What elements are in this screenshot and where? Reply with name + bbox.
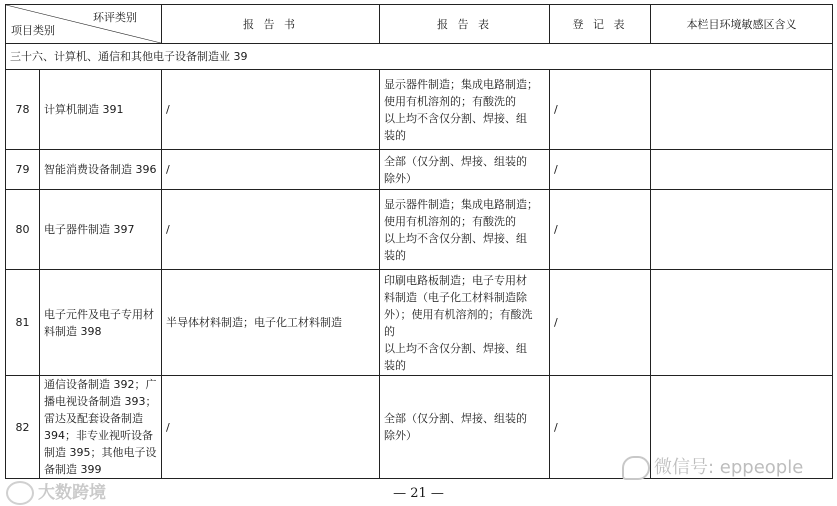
text-line: 装的 — [384, 128, 406, 142]
header-row — [6, 5, 833, 44]
report-book-cell: / — [162, 190, 380, 270]
table-row — [6, 270, 833, 376]
row-number: 78 — [6, 70, 40, 150]
register-form-cell: / — [550, 376, 651, 479]
diagonal-header-cell — [6, 5, 162, 44]
wechat-id: 微信号: eppeople — [654, 457, 804, 478]
category-top-label: 环评类别 — [93, 11, 137, 24]
eia-classification-table — [5, 4, 833, 479]
col-report-form: 报 告 表 — [380, 5, 550, 44]
report-book-cell: 半导体材料制造；电子化工材料制造 — [162, 270, 380, 376]
text-line: 印刷电路板制造；电子专用材 — [384, 273, 527, 287]
section-title: 三十六、计算机、通信和其他电子设备制造业 39 — [6, 44, 833, 70]
text-line: 显示器件制造；集成电路制造； — [384, 77, 538, 91]
register-form-cell: / — [550, 190, 651, 270]
text-line: 装的 — [384, 358, 406, 372]
text-line: 全部（仅分割、焊接、组装的 — [384, 412, 527, 425]
col-sensitive: 本栏目环境敏感区含义 — [651, 5, 833, 44]
report-form-cell — [380, 70, 550, 150]
row-number: 82 — [6, 376, 40, 479]
sensitive-cell — [651, 270, 833, 376]
text-line: 使用有机溶剂的；有酸洗的 — [384, 214, 516, 228]
table-row — [6, 70, 833, 150]
text-line: 以上均不含仅分割、焊接、组 — [384, 341, 527, 355]
report-book-cell: / — [162, 70, 380, 150]
row-number: 81 — [6, 270, 40, 376]
text-line: 使用有机溶剂的；有酸洗的 — [384, 94, 516, 108]
row-number: 80 — [6, 190, 40, 270]
text-line: 外）；使用有机溶剂的；有酸洗 — [384, 307, 533, 321]
text-line: 以上均不含仅分割、焊接、组 — [384, 111, 527, 125]
item-cell: 电子元件及电子专用材料制造 398 — [40, 270, 162, 376]
text-line: 的 — [384, 324, 395, 338]
category-bottom-label: 项目类别 — [11, 24, 55, 37]
text-line: 以上均不含仅分割、焊接、组 — [384, 231, 527, 245]
wechat-watermark — [622, 453, 803, 480]
section-row — [6, 44, 833, 70]
brand-name: 大数跨境 — [38, 483, 106, 503]
col-register-form: 登 记 表 — [550, 5, 651, 44]
wechat-icon — [622, 456, 650, 480]
text-line: 除外） — [384, 429, 417, 442]
text-line: 显示器件制造；集成电路制造； — [384, 197, 538, 211]
text-line: 除外） — [384, 171, 417, 185]
text-line: 装的 — [384, 248, 406, 262]
page-number: — 21 — — [393, 486, 444, 501]
col-report-book: 报 告 书 — [162, 5, 380, 44]
table-row — [6, 190, 833, 270]
report-form-cell — [380, 270, 550, 376]
register-form-cell: / — [550, 70, 651, 150]
report-book-cell: / — [162, 150, 380, 190]
sensitive-cell — [651, 190, 833, 270]
sensitive-cell — [651, 70, 833, 150]
report-book-cell: / — [162, 376, 380, 479]
row-number: 79 — [6, 150, 40, 190]
report-form-cell — [380, 150, 550, 190]
report-form-cell — [380, 376, 550, 479]
report-form-cell — [380, 190, 550, 270]
item-cell: 电子器件制造 397 — [40, 190, 162, 270]
text-line: 料制造（电子化工材料制造除 — [384, 290, 527, 304]
table-row — [6, 150, 833, 190]
item-cell: 计算机制造 391 — [40, 70, 162, 150]
register-form-cell: / — [550, 150, 651, 190]
item-cell: 智能消费设备制造 396 — [40, 150, 162, 190]
register-form-cell: / — [550, 270, 651, 376]
sensitive-cell — [651, 150, 833, 190]
item-cell: 通信设备制造 392；广播电视设备制造 393；雷达及配套设备制造 394；非专业视听设备制造 395；其他电子设备制造 399 — [40, 376, 162, 479]
text-line: 全部（仅分割、焊接、组装的 — [384, 154, 527, 168]
